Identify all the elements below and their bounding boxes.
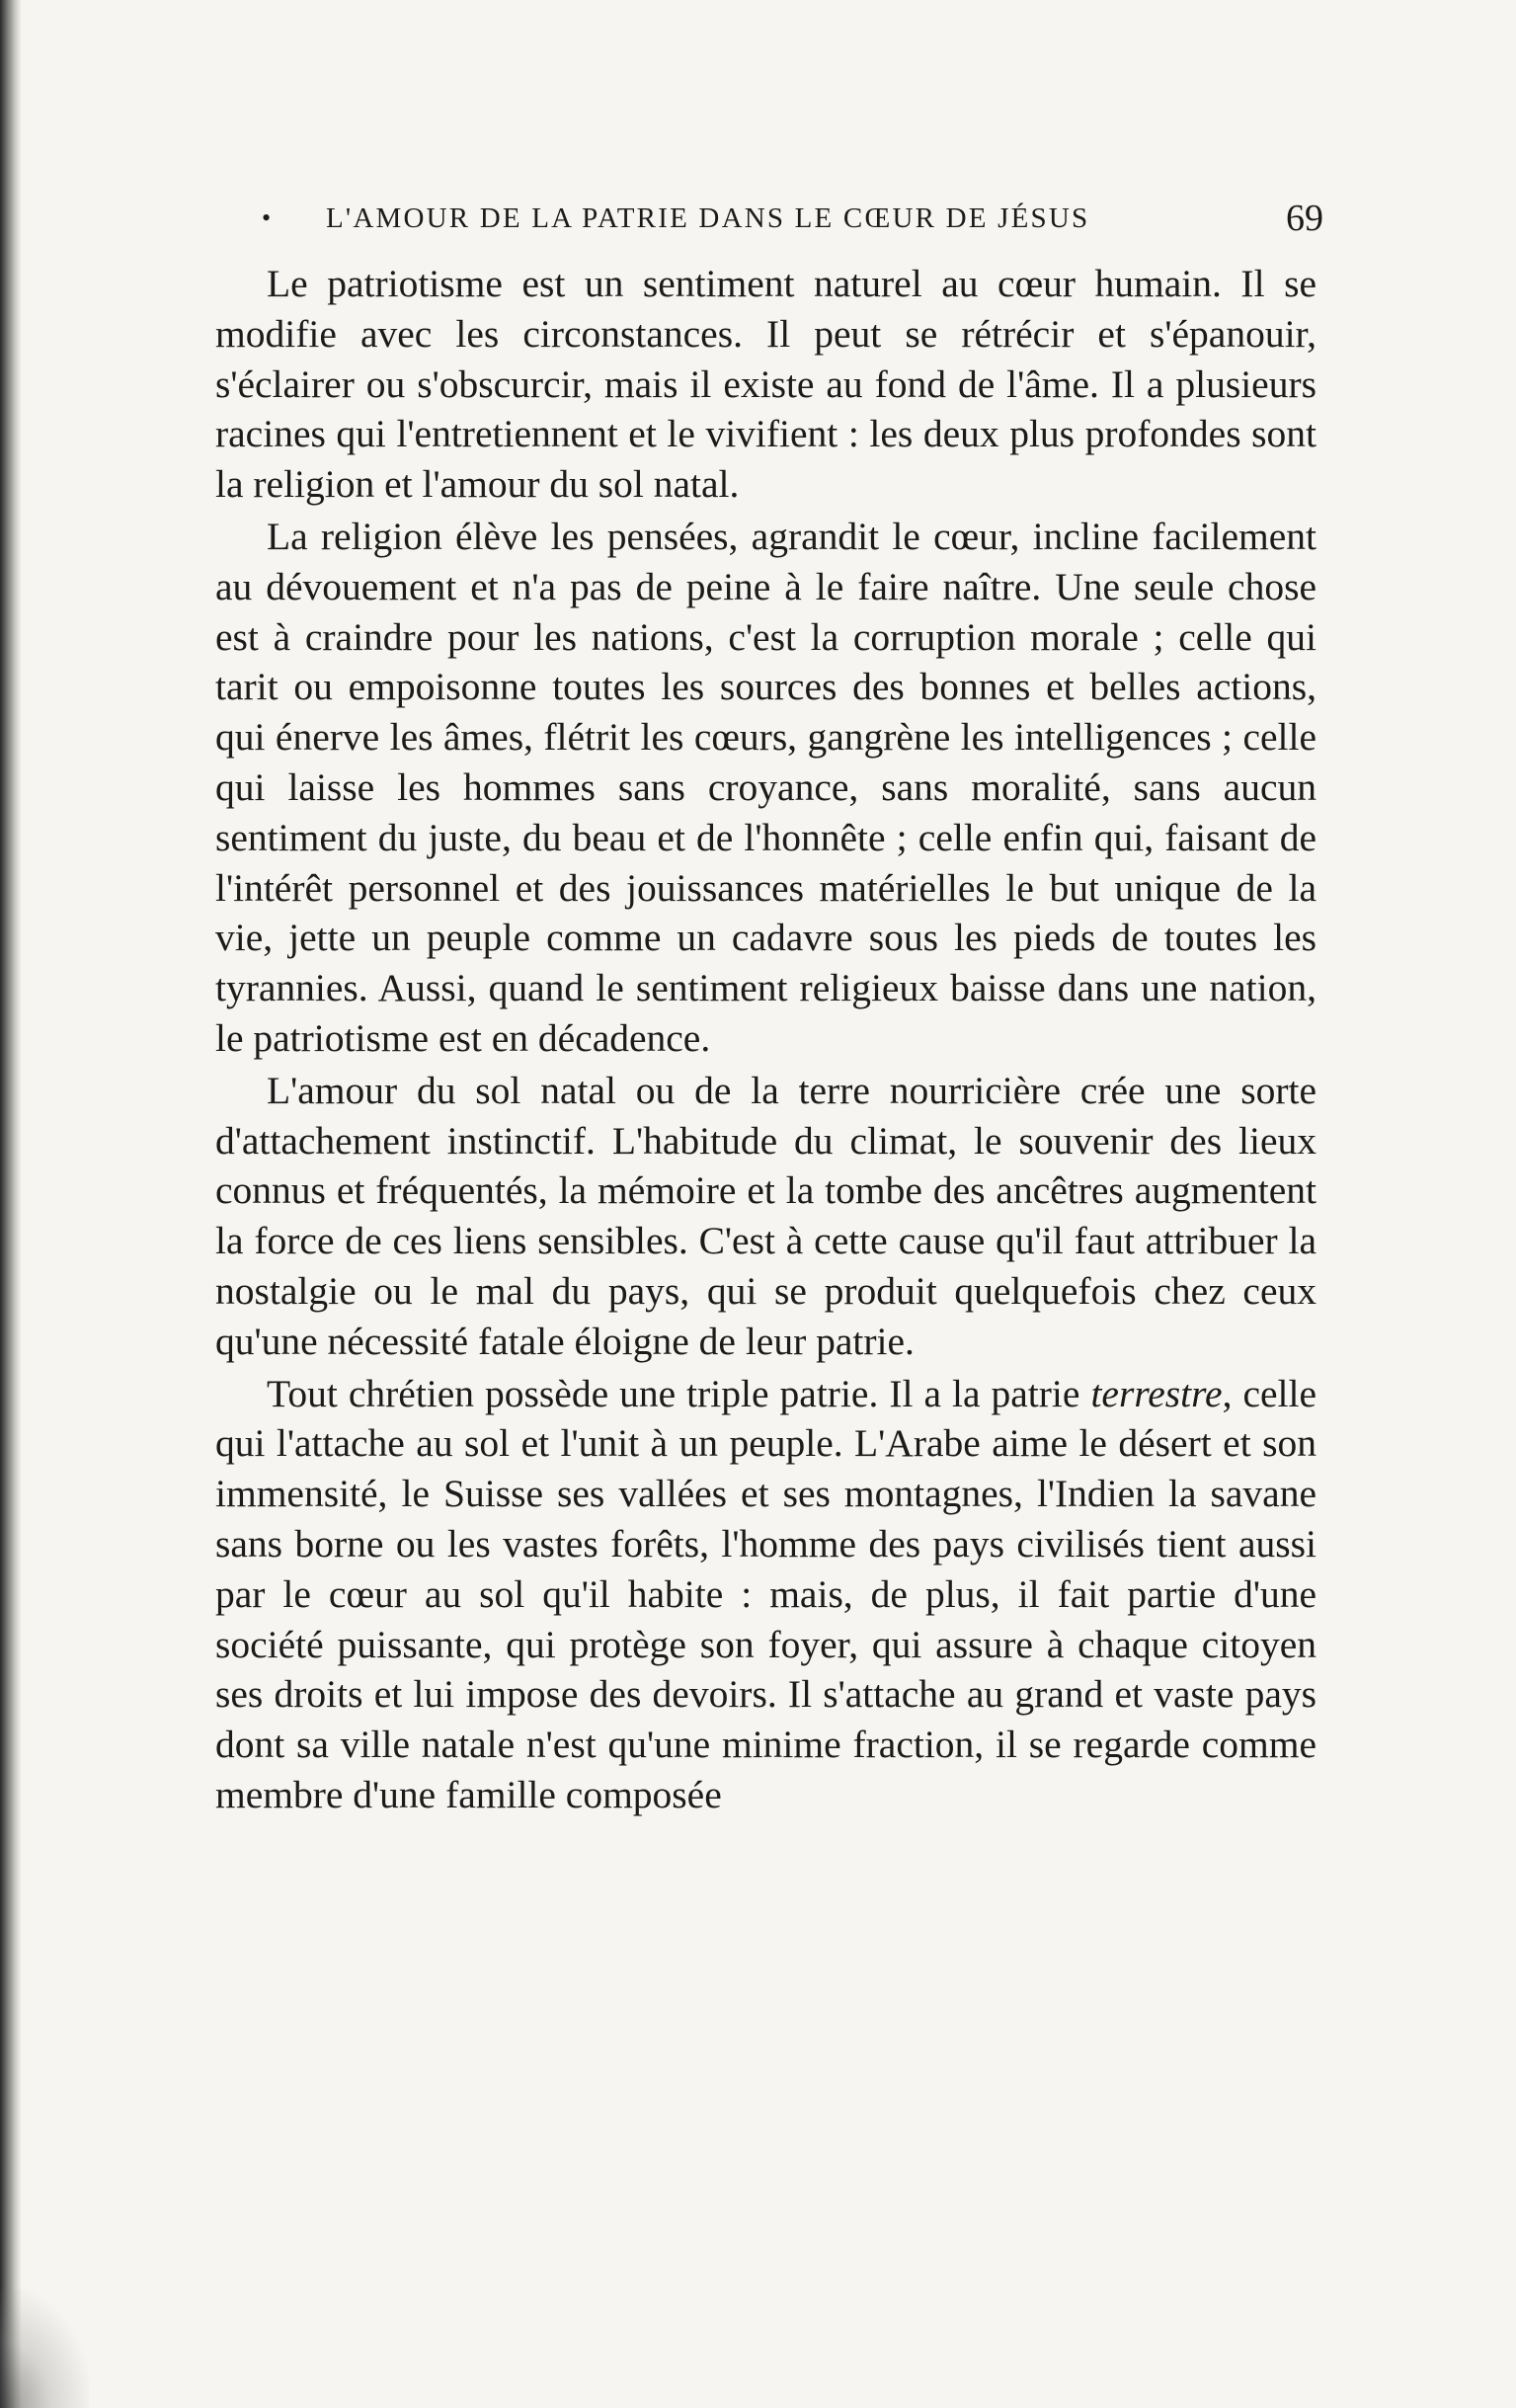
page-corner-shadow xyxy=(0,2289,89,2408)
paragraph: La religion élève les pensées, agrandit le cœur, incline facilement au dévouement et n'a pas de peine à le faire naître. Une seule chose est à craindre pour les nations, c'est la corruption morale ; celle qui tarit ou empoisonne toutes les sources des bonnes et belles actions, qui énerve les âmes, flétrit les cœurs, gangrène les intelligences ; celle qui laisse les hommes sans croyance, sans moralité, sans aucun sentiment du juste, du beau et de l'honnête ; celle enfin qui, faisant de l'intérêt personnel et des jouissances matérielles le but unique de la vie, jette un peuple comme un cadavre sous les pieds de toutes les tyrannies. Aussi, quand le sentiment religieux baisse dans une nation, le patriotisme est en décadence. xyxy=(215,514,1317,1060)
paragraph: L'amour du sol natal ou de la terre nourricière crée une sorte d'attachement instinctif. L'habitude du climat, le souvenir des lieux connus et fréquentés, la mémoire et la tombe des ancêtres augmentent la force de ces liens sensibles. C'est à cette cause qu'il faut attribuer la nostalgie ou le mal du pays, qui se produit quelquefois chez ceux qu'une nécessité fatale éloigne de leur patrie. xyxy=(215,1068,1317,1363)
running-title: L'AMOUR DE LA PATRIE DANS LE CŒUR DE JÉSUS xyxy=(326,202,1090,234)
paragraph-text: Tout chrétien possède une triple patrie. Il a la patrie xyxy=(267,1371,1091,1415)
italic-term: terrestre xyxy=(1090,1371,1223,1415)
page-header xyxy=(252,194,1323,243)
page-number: 69 xyxy=(1286,198,1323,239)
paragraph: Le patriotisme est un sentiment naturel au cœur humain. Il se modifie avec les circonstances. Il peut se rétrécir et s'épanouir, s'éclairer ou s'obscurcir, mais il existe au fond de l'âme. Il a plusieurs racines qui l'entretiennent et le vivifient : les deux plus profondes sont la religion et l'amour du sol natal. xyxy=(215,262,1317,507)
header-bullet: • xyxy=(262,203,272,232)
body-text xyxy=(215,259,1317,1820)
page-binding-edge xyxy=(0,0,22,2408)
paragraph-text: , celle qui l'attache au sol et l'unit à un peuple. L'Arabe aime le désert et son immensité, le Suisse ses vallées et ses montagnes, l'Indien la savane sans borne ou les vastes forêts, l'homme des pays civilisés tient aussi par le cœur au sol qu'il habite : mais, de plus, il fait partie d'une société puissante, qui protège son foyer, qui assure à chaque citoyen ses droits et lui impose des devoirs. Il s'attache au grand et vaste pays dont sa ville natale n'est qu'une minime fraction, il se regarde comme membre d'une famille composée xyxy=(215,1371,1317,1816)
paragraph xyxy=(215,1369,1317,1820)
